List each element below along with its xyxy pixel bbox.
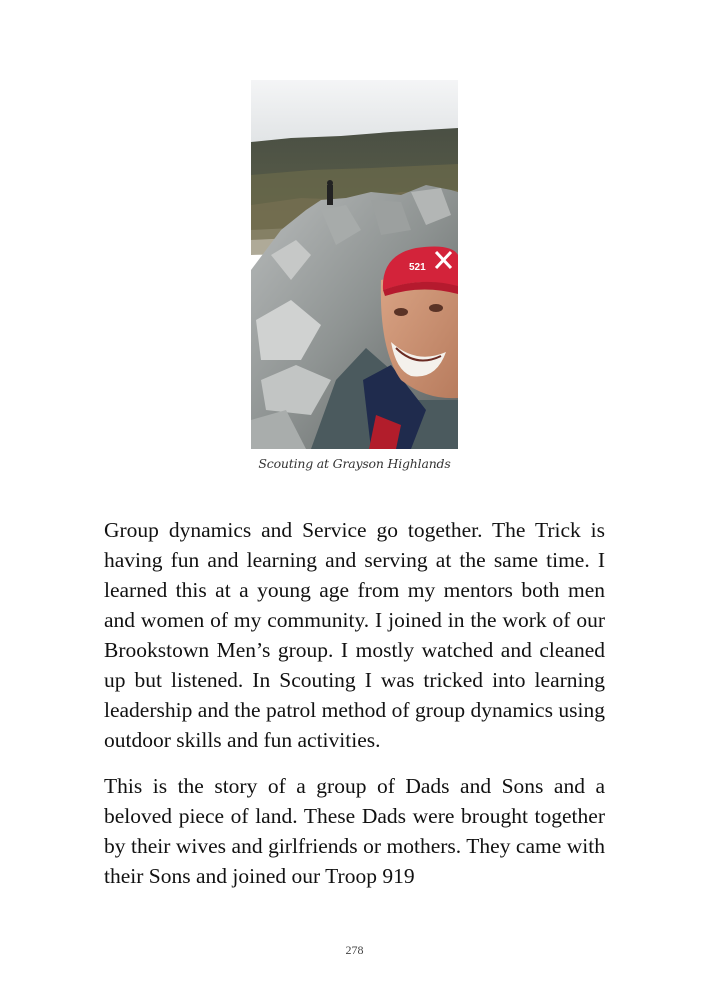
svg-text:521: 521 bbox=[409, 262, 426, 273]
paragraph: This is the story of a group of Dads and Sons and a beloved piece of land. These Dads were brought together by their wives and girlfriends or mothers. They came with their Sons and joined our Troop 919 bbox=[104, 774, 605, 888]
photo-caption: Scouting at Grayson Highlands bbox=[258, 456, 451, 471]
body-text bbox=[104, 515, 605, 907]
paragraph: Group dynamics and Service go together. The Trick is having fun and learning and serving at the same time. I learned this at a young age from my mentors both men and women of my community. I joined in the work of our Brookstown Men’s group. I mostly watched and cleaned up but listened. In Scouting I was tricked into learning leadership and the patrol method of group dynamics using outdoor skills and fun activities. bbox=[104, 518, 605, 752]
page-number: 278 bbox=[345, 943, 364, 957]
photo bbox=[251, 80, 458, 449]
